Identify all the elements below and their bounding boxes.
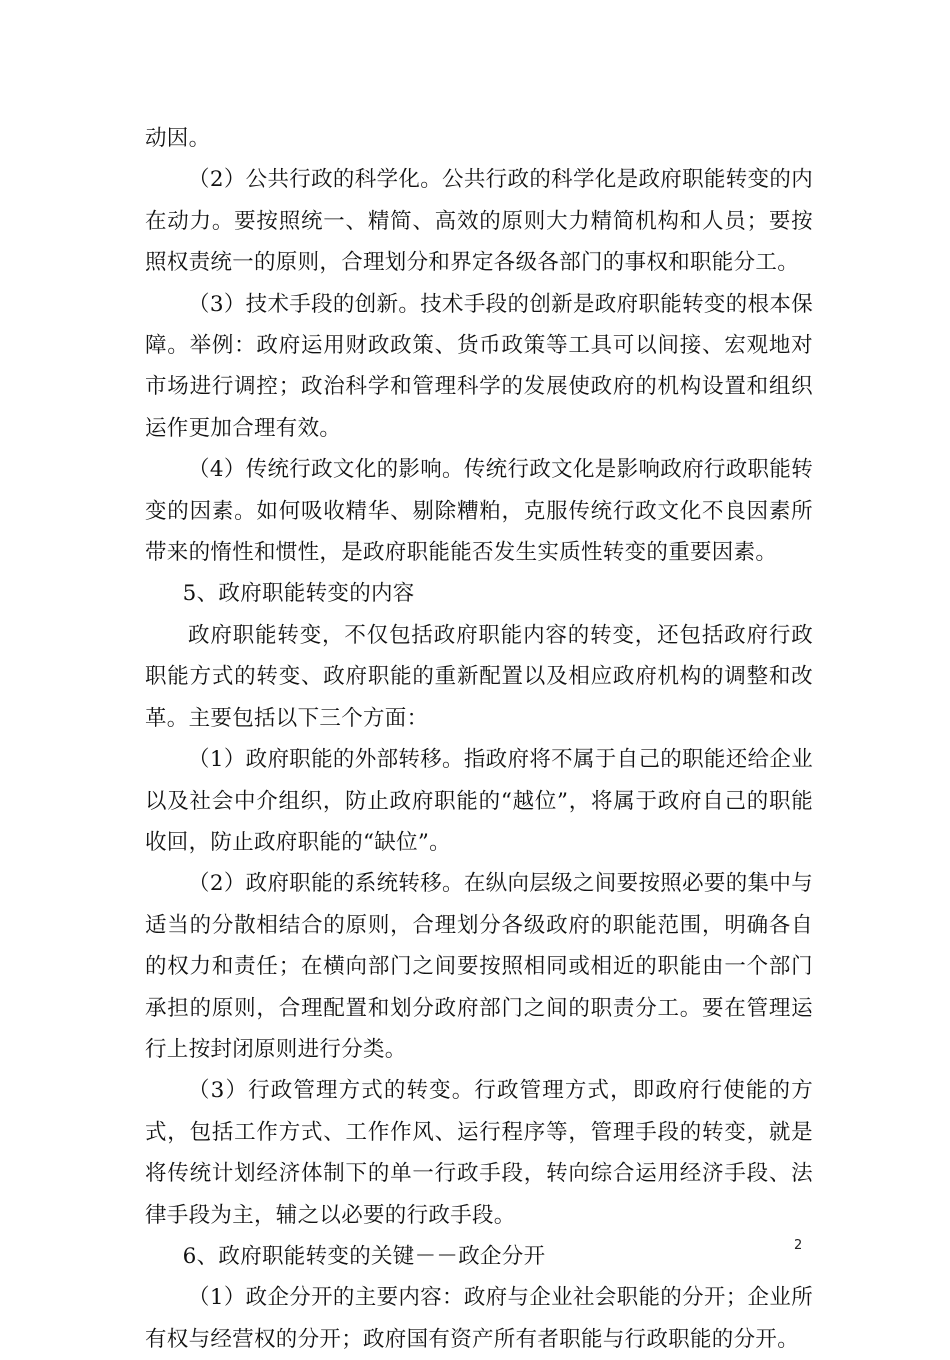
paragraph-public-administration-science: （2）公共行政的科学化。公共行政的科学化是政府职能转变的内在动力。要按照统一、精简、高效的原则大力精简机构和人员；要按照权责统一的原则，合理划分和界定各级各部门的事权和职能分工。: [145, 167, 813, 276]
paragraph-continuation: 动因。: [145, 126, 211, 151]
body-text: [145, 118, 813, 1360]
paragraph-traditional-culture: （4）传统行政文化的影响。传统行政文化是影响政府行政职能转变的因素。如何吸收精华、剔除糟粕，克服传统行政文化不良因素所带来的惰性和惯性，是政府职能能否发生实质性转变的重要因素。: [145, 457, 813, 566]
section-heading-6: 6、政府职能转变的关键－－政企分开: [182, 1243, 546, 1269]
paragraph-technical-innovation: （3）技术手段的创新。技术手段的创新是政府职能转变的根本保障。举例：政府运用财政政策、货币政策等工具可以间接、宏观地对市场进行调控；政治科学和管理科学的发展使政府的机构设置和组织运作更加合理有效。: [145, 291, 813, 441]
paragraph-transformation-intro: 政府职能转变，不仅包括政府职能内容的转变，还包括政府行政职能方式的转变、政府职能的重新配置以及相应政府机构的调整和改革。主要包括以下三个方面：: [145, 622, 813, 731]
paragraph-system-transfer: （2）政府职能的系统转移。在纵向层级之间要按照必要的集中与适当的分散相结合的原则，合理划分各级政府的职能范围，明确各自的权力和责任；在横向部门之间要按照相同或相近的职能由一个部门承担的原则，合理配置和划分政府部门之间的职责分工。要在管理运行上按封闭原则进行分类。: [145, 871, 813, 1062]
page-number: 2: [794, 1238, 803, 1253]
paragraph-separation-contents: （1）政企分开的主要内容：政府与企业社会职能的分开；企业所有权与经营权的分开；政府国有资产所有者职能与行政职能的分开。: [145, 1285, 813, 1352]
paragraph-external-transfer: （1）政府职能的外部转移。指政府将不属于自己的职能还给企业以及社会中介组织，防止政府职能的“越位”，将属于政府自己的职能收回，防止政府职能的“缺位”。: [145, 747, 813, 855]
paragraph-management-mode: （3）行政管理方式的转变。行政管理方式，即政府行使能的方式，包括工作方式、工作作风、运行程序等，管理手段的转变，就是将传统计划经济体制下的单一行政手段，转向综合运用经济手段、法律手段为主，辅之以必要的行政手段。: [145, 1078, 813, 1228]
section-heading-5: 5、政府职能转变的内容: [182, 581, 415, 607]
